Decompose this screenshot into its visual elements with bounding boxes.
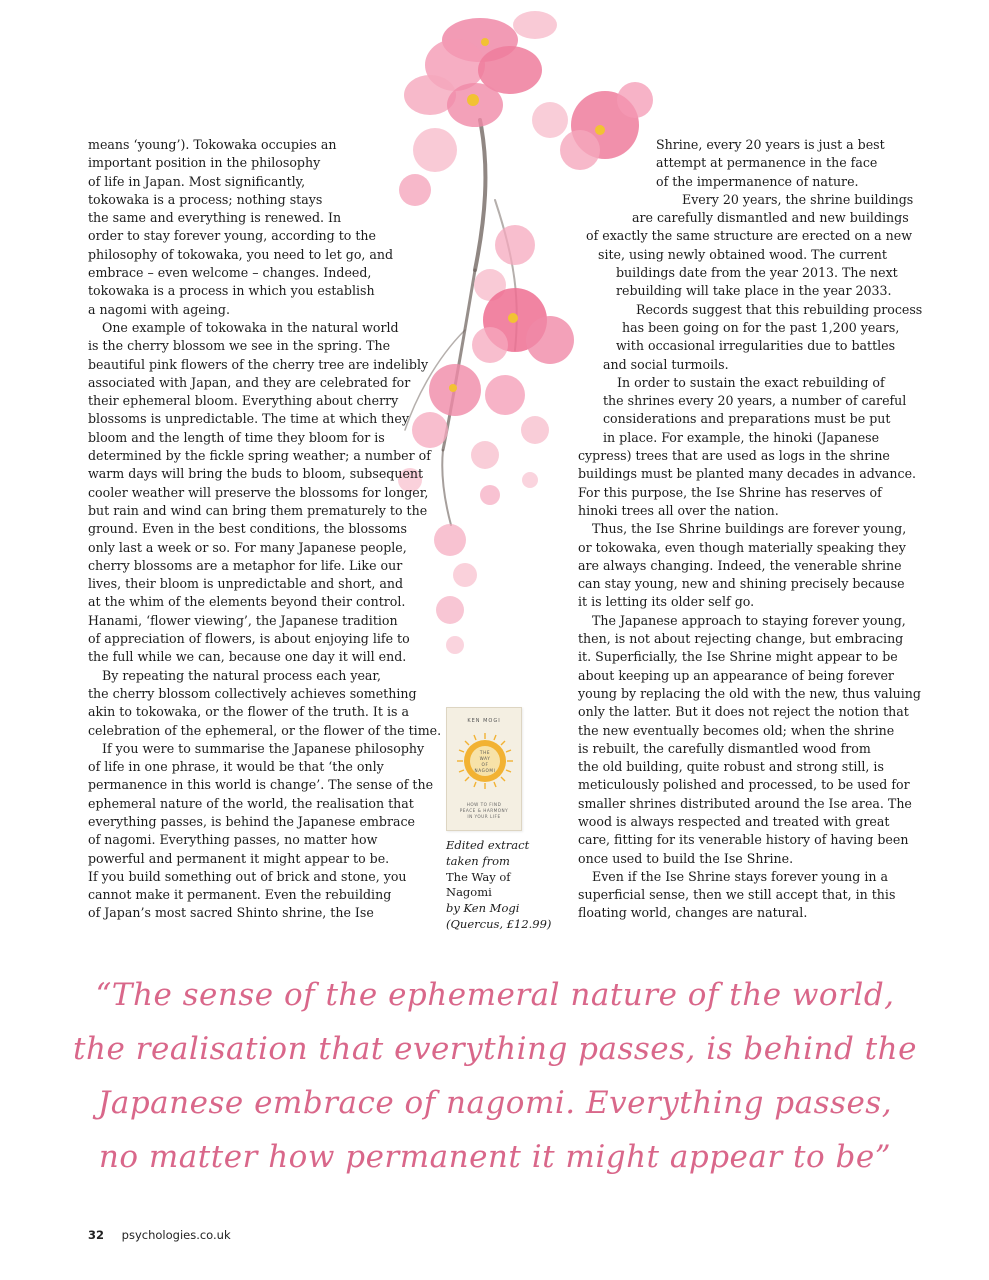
text-line: Shrine, every 20 years is just a best [656, 137, 885, 152]
text-line: Hanami, ‘flower viewing’, the Japanese tradition [88, 612, 398, 628]
text-line: only the latter. But it does not reject the notion that [578, 704, 909, 720]
book-caption [446, 838, 556, 933]
text-line: the new eventually becomes old; when the shrine [578, 722, 895, 738]
text-line: of appreciation of flowers, is about enjoying life to [88, 631, 410, 647]
text-line: beautiful pink flowers of the cherry tree are indelibly [88, 356, 429, 372]
text-line: lives, their bloom is unpredictable and short, and [88, 576, 404, 592]
text-line: is the cherry blossom we see in the spring. The [88, 338, 391, 354]
text-line: hinoki trees all over the nation. [578, 502, 779, 518]
text-line: ephemeral nature of the world, the realisation that [88, 795, 414, 811]
book-subtitle-line: PEACE & HARMONY [459, 808, 509, 813]
text-line: of exactly the same structure are erected on a new [586, 228, 913, 244]
page-footer [88, 1228, 231, 1242]
text-line: superficial sense, then we still accept that, in this [578, 887, 896, 903]
text-line: of life in one phrase, it would be that ‘the only [88, 759, 384, 775]
text-line: If you build something out of brick and stone, you [88, 868, 407, 884]
text-line: of the impermanence of nature. [656, 173, 859, 189]
text-line: attempt at permanence in the face [656, 155, 878, 171]
pull-quote-line: “The sense of the ephemeral nature of the world, [95, 977, 895, 1013]
caption-book-title: The Way of Nagomi [446, 869, 511, 900]
pull-quote-line: the realisation that everything passes, is behind the [73, 1031, 917, 1067]
text-line: has been going on for the past 1,200 years, [622, 319, 900, 335]
text-line: their ephemeral bloom. Everything about cherry [88, 393, 399, 409]
text-line: buildings must be planted many decades in advance. [578, 466, 917, 482]
text-line: philosophy of tokowaka, you need to let go, and [88, 246, 394, 262]
text-line: celebration of the ephemeral, or the flower of the time. [88, 722, 442, 738]
caption-line: taken from [446, 853, 510, 868]
book-title-way: WAY [479, 756, 491, 761]
text-line: are always changing. Indeed, the venerable shrine [578, 557, 902, 573]
text-line: For this purpose, the Ise Shrine has reserves of [578, 484, 882, 500]
pull-quote-line: Japanese embrace of nagomi. Everything passes, [97, 1085, 893, 1121]
text-line: about keeping up an appearance of being forever [578, 667, 894, 683]
pull-quote-line: no matter how permanent it might appear to be” [98, 1139, 892, 1175]
text-line: tokowaka is a process; nothing stays [88, 191, 323, 207]
text-line: If you were to summarise the Japanese philosophy [102, 740, 425, 756]
text-line: with occasional irregularities due to battles [616, 338, 896, 354]
left-text-column [88, 136, 442, 923]
text-line: embrace – even welcome – changes. Indeed, [88, 265, 372, 281]
text-line: akin to tokowaka, or the flower of the truth. It is a [88, 704, 409, 720]
text-line: One example of tokowaka in the natural world [102, 319, 399, 335]
caption-line: (Quercus, £12.99) [446, 916, 552, 931]
book-title-nagomi: NAGOMI [474, 768, 496, 773]
book-author: KEN MOGI [467, 718, 501, 724]
text-line: but rain and wind can bring them prematurely to the [88, 502, 428, 518]
text-line: once used to build the Ise Shrine. [578, 850, 794, 866]
text-line: can stay young, new and shining precisely because [578, 576, 905, 592]
text-line: Every 20 years, the shrine buildings [682, 191, 914, 207]
text-line: young by replacing the old with the new, thus valuing [578, 685, 921, 701]
caption-line: Edited extract [446, 838, 530, 852]
text-line: rebuilding will take place in the year 2033. [616, 283, 892, 299]
text-line: site, using newly obtained wood. The current [598, 246, 887, 262]
text-line: and social turmoils. [603, 356, 729, 372]
book-subtitle-line: HOW TO FIND [466, 802, 502, 807]
text-line: then, is not about rejecting change, but embracing [578, 631, 904, 647]
site-url[interactable]: psychologies.co.uk [121, 1228, 231, 1242]
text-line: order to stay forever young, according to the [88, 228, 376, 244]
text-line: Thus, the Ise Shrine buildings are forever young, [592, 521, 907, 537]
text-line: the cherry blossom collectively achieves something [88, 685, 417, 701]
text-line: wood is always respected and treated with great [578, 813, 890, 829]
book-subtitle-line: IN YOUR LIFE [467, 814, 501, 819]
text-line: buildings date from the year 2013. The next [616, 265, 898, 281]
text-line: everything passes, is behind the Japanese embrace [88, 813, 416, 829]
text-line: blossoms is unpredictable. The time at which they [88, 411, 409, 427]
text-line: the same and everything is renewed. In [88, 210, 342, 226]
text-line: cannot make it permanent. Even the rebuilding [88, 887, 392, 903]
text-line: are carefully dismantled and new buildings [632, 210, 909, 226]
text-line: meticulously polished and processed, to be used for [578, 777, 910, 793]
text-line: means ‘young’). Tokowaka occupies an [88, 137, 337, 152]
text-line: cooler weather will preserve the blossoms for longer, [88, 484, 429, 500]
book-title-the: THE [479, 750, 491, 755]
text-line: In order to sustain the exact rebuilding of [617, 374, 885, 390]
text-line: Even if the Ise Shrine stays forever young in a [592, 868, 888, 884]
text-line: a nagomi with ageing. [88, 301, 230, 317]
text-line: at the whim of the elements beyond their control. [88, 594, 406, 610]
text-line: considerations and preparations must be put [603, 411, 891, 427]
text-line: The Japanese approach to staying forever young, [592, 612, 906, 628]
text-line: of life in Japan. Most significantly, [88, 173, 306, 189]
text-line: the shrines every 20 years, a number of careful [603, 393, 907, 409]
text-line: important position in the philosophy [88, 155, 321, 171]
book-title-of: OF [481, 762, 489, 767]
text-line: the old building, quite robust and strong still, is [578, 759, 884, 775]
text-line: of Japan’s most sacred Shinto shrine, the Ise [88, 905, 374, 921]
text-line: bloom and the length of time they bloom for is [88, 429, 385, 445]
text-line: in place. For example, the hinoki (Japanese [603, 429, 880, 445]
text-line: determined by the fickle spring weather; a number of [88, 448, 431, 464]
text-line: it. Superficially, the Ise Shrine might appear to be [578, 649, 898, 665]
text-line: tokowaka is a process in which you establish [88, 283, 375, 299]
text-line: permanence in this world is change’. The sense of the [88, 777, 434, 793]
text-line: Records suggest that this rebuilding process [636, 301, 923, 317]
pull-quote [60, 968, 930, 1184]
caption-line: by Ken Mogi [446, 901, 520, 916]
right-text-column [578, 136, 923, 923]
text-line: cherry blossoms are a metaphor for life. Like our [88, 557, 403, 573]
book-subtitle [451, 802, 517, 820]
text-line: ground. Even in the best conditions, the blossoms [88, 521, 407, 537]
text-line: floating world, changes are natural. [578, 905, 808, 921]
text-line: it is letting its older self go. [578, 594, 755, 610]
text-line: is rebuilt, the carefully dismantled wood from [578, 740, 871, 756]
text-line: the full while we can, because one day it will end. [88, 649, 407, 665]
page-number: 32 [88, 1228, 105, 1242]
text-line: powerful and permanent it might appear to be. [88, 850, 390, 866]
text-line: or tokowaka, even though materially speaking they [578, 539, 906, 555]
book-cover [446, 707, 522, 831]
book-cover-sun-icon [455, 731, 515, 791]
text-line: of nagomi. Everything passes, no matter how [88, 832, 378, 848]
text-line: By repeating the natural process each year, [102, 667, 382, 683]
text-line: only last a week or so. For many Japanese people, [88, 539, 407, 555]
text-line: cypress) trees that are used as logs in the shrine [578, 448, 890, 464]
text-line: smaller shrines distributed around the Ise area. The [578, 795, 912, 811]
text-line: warm days will bring the buds to bloom, subsequent [88, 466, 424, 482]
text-line: care, fitting for its venerable history of having been [578, 832, 909, 848]
text-line: associated with Japan, and they are celebrated for [88, 374, 411, 390]
